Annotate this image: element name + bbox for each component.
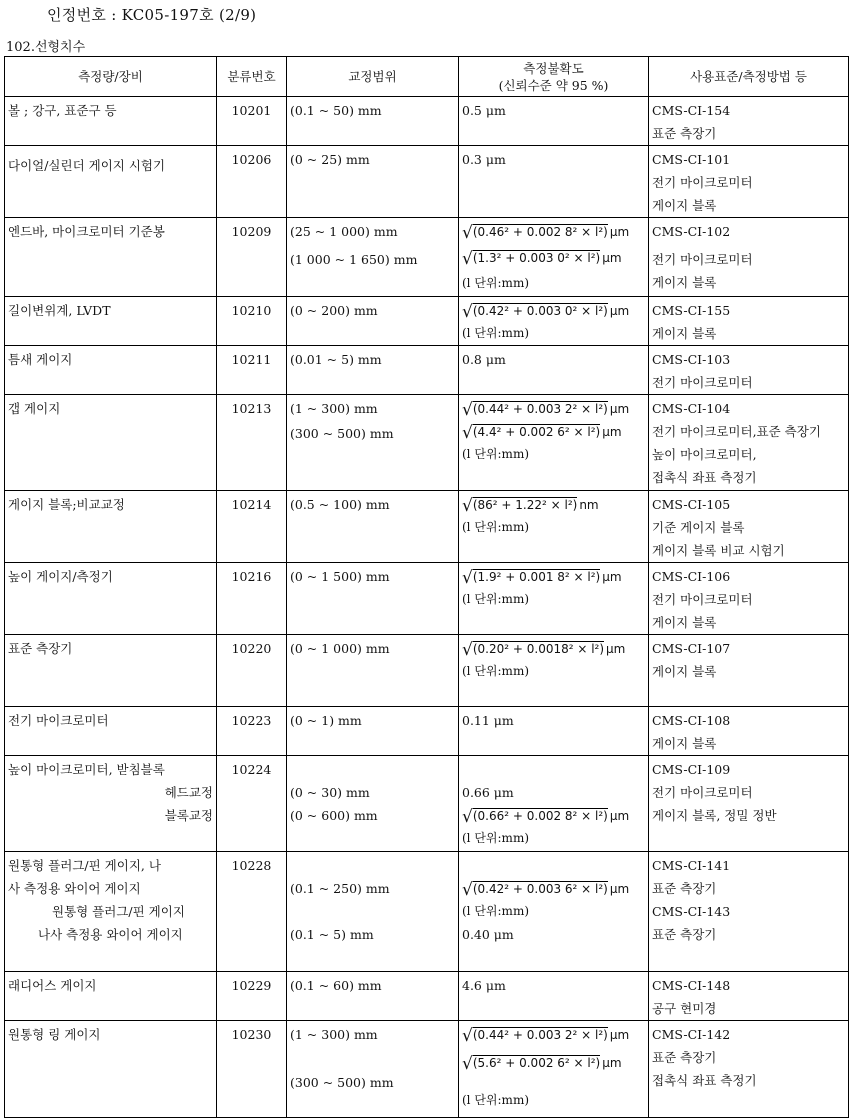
cell-standard: CMS-CI-141 표준 측장기 CMS-CI-143 표준 측장기	[649, 852, 849, 972]
cell-range: (0 ~ 200) mm	[287, 297, 459, 346]
cell-code: 10201	[217, 97, 287, 146]
cell-standard: CMS-CI-106 전기 마이크로미터 게이지 블록	[649, 563, 849, 635]
cell-code: 10220	[217, 635, 287, 707]
cell-range: (0 ~ 1 000) mm	[287, 635, 459, 707]
cell-uncertainty: 0.5 μm	[459, 97, 649, 146]
cell-code: 10214	[217, 491, 287, 563]
sqrt-formula: √(0.46² + 0.002 8² × l²)	[462, 223, 608, 243]
cell-uncertainty: 0.8 μm	[459, 346, 649, 395]
cell-code: 10223	[217, 707, 287, 756]
cell-code: 10228	[217, 852, 287, 972]
cell-range: (0.1 ~ 50) mm	[287, 97, 459, 146]
cell-code: 10229	[217, 972, 287, 1021]
table-row	[5, 297, 849, 346]
table-row	[5, 756, 849, 852]
cell-standard: CMS-CI-101 전기 마이크로미터 게이지 블록	[649, 146, 849, 218]
cell-code: 10209	[217, 218, 287, 297]
header-code: 분류번호	[217, 57, 287, 97]
cell-code: 10210	[217, 297, 287, 346]
sqrt-formula: √(4.4² + 0.002 6² × l²)	[462, 423, 601, 443]
cell-uncertainty: √(0.44² + 0.003 2² × l²) μm √(5.6² + 0.002 6² × l²) μm (l 단위:mm)	[459, 1021, 649, 1118]
sqrt-formula: √(0.44² + 0.003 2² × l²)	[462, 400, 608, 420]
cell-standard: CMS-CI-142 표준 측장기 접촉식 좌표 측정기	[649, 1021, 849, 1118]
cell-item: 엔드바, 마이크로미터 기준봉	[5, 218, 217, 297]
cell-code: 10206	[217, 146, 287, 218]
cell-code: 10211	[217, 346, 287, 395]
cell-uncertainty: 0.66 μm √(0.66² + 0.002 8² × l²) μm (l 단위:mm)	[459, 756, 649, 852]
table-row	[5, 346, 849, 395]
cell-item: 갭 게이지	[5, 395, 217, 491]
table-row	[5, 707, 849, 756]
table-row	[5, 852, 849, 972]
sqrt-formula: √(1.9² + 0.001 8² × l²)	[462, 568, 601, 588]
cell-code: 10224	[217, 756, 287, 852]
table-row	[5, 563, 849, 635]
cell-item: 다이얼/실린더 게이지 시험기	[5, 146, 217, 218]
sqrt-formula: √(0.42² + 0.003 0² × l²)	[462, 302, 608, 322]
cell-code: 10230	[217, 1021, 287, 1118]
cell-item: 높이 게이지/측정기	[5, 563, 217, 635]
cell-standard: CMS-CI-107 게이지 블록	[649, 635, 849, 707]
header-range: 교정범위	[287, 57, 459, 97]
cell-uncertainty: 0.11 μm	[459, 707, 649, 756]
cell-standard: CMS-CI-104 전기 마이크로미터,표준 측장기 높이 마이크로미터, 접촉식 좌표 측정기	[649, 395, 849, 491]
table-row	[5, 491, 849, 563]
table-row	[5, 635, 849, 707]
table-row	[5, 972, 849, 1021]
page-title: 인정번호 : KC05-197호 (2/9)	[47, 6, 257, 24]
cell-standard: CMS-CI-103 전기 마이크로미터	[649, 346, 849, 395]
cell-item: 길이변위계, LVDT	[5, 297, 217, 346]
cell-item: 원통형 플러그/핀 게이지, 나 사 측정용 와이어 게이지 원통형 플러그/핀 게이지 나사 측정용 와이어 게이지	[5, 852, 217, 972]
sqrt-formula: √(0.66² + 0.002 8² × l²)	[462, 807, 608, 827]
sqrt-formula: √(0.44² + 0.003 2² × l²)	[462, 1026, 608, 1046]
cell-uncertainty: 0.3 μm	[459, 146, 649, 218]
cell-range: (1 ~ 300) mm (300 ~ 500) mm	[287, 395, 459, 491]
cell-item: 볼 ; 강구, 표준구 등	[5, 97, 217, 146]
table-header-row	[5, 57, 849, 97]
cell-range: (0.5 ~ 100) mm	[287, 491, 459, 563]
section-title: 102.선형치수	[6, 40, 86, 55]
cell-range: (0 ~ 25) mm	[287, 146, 459, 218]
cell-range: (0 ~ 1 500) mm	[287, 563, 459, 635]
cell-range: (0.1 ~ 60) mm	[287, 972, 459, 1021]
cell-uncertainty: √(0.44² + 0.003 2² × l²) μm √(4.4² + 0.002 6² × l²) μm (l 단위:mm)	[459, 395, 649, 491]
sqrt-formula: √(5.6² + 0.002 6² × l²)	[462, 1054, 601, 1074]
cell-item: 전기 마이크로미터	[5, 707, 217, 756]
cell-uncertainty: √(0.20² + 0.0018² × l²) μm (l 단위:mm)	[459, 635, 649, 707]
cell-item: 게이지 블록;비교교정	[5, 491, 217, 563]
cell-range: (0.01 ~ 5) mm	[287, 346, 459, 395]
table-row	[5, 218, 849, 297]
header-uncertainty: 측정불확도 (신뢰수준 약 95 %)	[459, 57, 649, 97]
cell-item: 원통형 링 게이지	[5, 1021, 217, 1118]
calibration-table	[4, 56, 849, 1118]
cell-range: (0.1 ~ 250) mm (0.1 ~ 5) mm	[287, 852, 459, 972]
table-row	[5, 1021, 849, 1118]
cell-item: 틈새 게이지	[5, 346, 217, 395]
cell-range: (0 ~ 30) mm (0 ~ 600) mm	[287, 756, 459, 852]
cell-code: 10213	[217, 395, 287, 491]
cell-standard: CMS-CI-102 전기 마이크로미터 게이지 블록	[649, 218, 849, 297]
cell-standard: CMS-CI-154 표준 측장기	[649, 97, 849, 146]
cell-standard: CMS-CI-148 공구 현미경	[649, 972, 849, 1021]
table-row	[5, 97, 849, 146]
cell-uncertainty: 4.6 μm	[459, 972, 649, 1021]
cell-uncertainty: √(1.9² + 0.001 8² × l²) μm (l 단위:mm)	[459, 563, 649, 635]
cell-standard: CMS-CI-155 게이지 블록	[649, 297, 849, 346]
cell-uncertainty: √(0.46² + 0.002 8² × l²) μm √(1.3² + 0.003 0² × l²) μm (l 단위:mm)	[459, 218, 649, 297]
cell-item: 표준 측장기	[5, 635, 217, 707]
cell-item: 래디어스 게이지	[5, 972, 217, 1021]
cell-standard: CMS-CI-105 기준 게이지 블록 게이지 블록 비교 시험기	[649, 491, 849, 563]
cell-range: (1 ~ 300) mm (300 ~ 500) mm	[287, 1021, 459, 1118]
table-row	[5, 395, 849, 491]
header-standard: 사용표준/측정방법 등	[649, 57, 849, 97]
sqrt-formula: √(0.42² + 0.003 6² × l²)	[462, 880, 608, 900]
sqrt-formula: √(1.3² + 0.003 0² × l²)	[462, 249, 601, 269]
cell-range: (0 ~ 1) mm	[287, 707, 459, 756]
cell-range: (25 ~ 1 000) mm (1 000 ~ 1 650) mm	[287, 218, 459, 297]
cell-standard: CMS-CI-109 전기 마이크로미터 게이지 블록, 정밀 정반	[649, 756, 849, 852]
header-item: 측정량/장비	[5, 57, 217, 97]
sqrt-formula: √(86² + 1.22² × l²)	[462, 496, 578, 516]
sqrt-formula: √(0.20² + 0.0018² × l²)	[462, 640, 605, 660]
cell-uncertainty: √(86² + 1.22² × l²) nm (l 단위:mm)	[459, 491, 649, 563]
cell-item: 높이 마이크로미터, 받침블록 헤드교정 블록교정	[5, 756, 217, 852]
table-row	[5, 146, 849, 218]
cell-uncertainty: √(0.42² + 0.003 0² × l²) μm (l 단위:mm)	[459, 297, 649, 346]
cell-uncertainty: √(0.42² + 0.003 6² × l²) μm (l 단위:mm) 0.40 μm	[459, 852, 649, 972]
cell-standard: CMS-CI-108 게이지 블록	[649, 707, 849, 756]
cell-code: 10216	[217, 563, 287, 635]
